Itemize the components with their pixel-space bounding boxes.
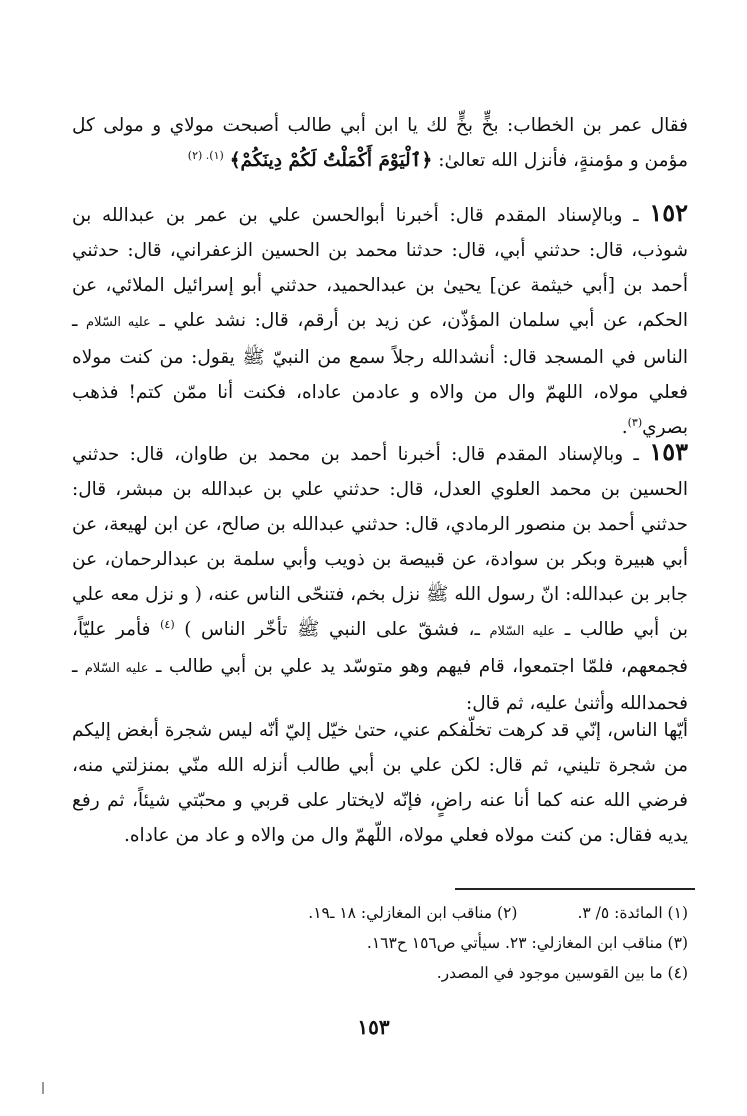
opening-paragraph bbox=[72, 108, 688, 178]
section-text: ـ وبالإسناد المقدم قال: أخبرنا أبوالحسن علي بن عمر بن عبدالله بن شوذب، قال: حدثني أبي، قال: حدثنا محمد بن الحسين الزعفراني، قال: حدثني أحمد بن [أبي خيثمة عن] يحيىٰ بن عبدالحميد، حدثني أبو إسرائيل الملائي، عن الحكم، عن أبي سلمان المؤذّن، عن زيد بن أرقم، قال: نشد علي ـ bbox=[72, 205, 688, 331]
section-number: ١٥٢ bbox=[649, 198, 688, 227]
quran-verse: ﴿ٱلْيَوْمَ أَكْمَلْتُ لَكُمْ دِينَكُمْ﴾ bbox=[229, 150, 433, 171]
section-number: ١٥٣ bbox=[649, 437, 688, 466]
footnote-ref: (٤) bbox=[160, 617, 175, 631]
closing-paragraph bbox=[72, 713, 688, 853]
footnote-refs: (١). (٢) bbox=[187, 148, 224, 162]
honorific: عليه السّلام bbox=[489, 624, 556, 639]
honorific: عليه السّلام bbox=[84, 661, 149, 676]
footnote-ref: (٣) bbox=[627, 415, 643, 429]
footnote-divider bbox=[455, 888, 695, 890]
section-text: ـ وبالإسناد المقدم قال: أخبرنا أحمد بن محمد بن طاوان، قال: حدثني الحسين بن محمد العلوي العدل، قال: حدثني علي بن عبدالله بن مبشر، قال: حدثني أحمد بن منصور الرمادي، قال: حدثني عبدالله بن صالح، عن ابن لهيعة، عن أبي هبيرة وبكر بن سوادة، عن قبيصة بن ذويب وأبي سلمة بن عبدالرحمان، عن جابر بن عبدالله: انّ رسول الله ﷺ نزل بخم، فتنحّى الناس عنه، ( و نزل معه علي بن أبي طالب ـ bbox=[72, 444, 688, 640]
honorific: عليه السّلام bbox=[86, 315, 151, 330]
footnote-1: (١) المائدة: ٥/ ٣. bbox=[577, 904, 688, 922]
section-text-continued-2: فأمر عليّاً، فجمعهم، فلمّا اجتمعوا، قام فيهم وهو متوسّد يد علي بن أبي طالب ـ bbox=[72, 619, 688, 677]
page-number: ١٥٣ bbox=[357, 1015, 390, 1039]
section-text-continued: ـ، فشقّ على النبي ﷺ تأخّر الناس ) bbox=[184, 619, 480, 640]
section-text-continued-3: ـ فحمدالله وأثنىٰ عليه، ثم قال: bbox=[72, 656, 688, 714]
footnote-4: (٤) ما بين القوسين موجود في المصدر. bbox=[436, 964, 688, 982]
scan-mark bbox=[42, 1082, 44, 1094]
paragraph-text: أيّها الناس، إنّي قد كرهت تخلّفكم عني، حتىٰ خيّل إليّ أنّه ليس شجرة أبغض إليكم من شجرة تليني، ثم قال: لكن علي بن أبي طالب أنزله الله منّي بمنزلتي منه، فرضي الله عنه كما أنا عنه راضٍ، فإنّه لايختار على قربي و محبّتي شيئاً، ثم رفع يديه فقال: من كنت مولاه فعلي مولاه، اللّهمّ وال من والاه و عاد من عاداه. bbox=[72, 720, 688, 846]
section-153 bbox=[72, 434, 688, 721]
footnotes bbox=[72, 898, 688, 988]
section-text-continued: ـ الناس في المسجد قال: أنشدالله رجلاً سمع من النبيّ ﷺ يقول: من كنت مولاه فعلي مولاه، اللهمّ وال من والاه و عادمن عاداه، فكنت أنا ممّن كتم! فذهب بصري bbox=[72, 310, 688, 438]
footnote-2: (٢) مناقب ابن المغازلي: ١٨ ـ١٩. bbox=[308, 904, 518, 922]
footnote-3: (٣) مناقب ابن المغازلي: ٢٣. سيأتي ص١٥٦ ح١٦٣. bbox=[366, 934, 688, 952]
section-152: ١٥٢ ـ وبالإسناد المقدم قال: أخبرنا أبوالحسن علي بن عمر بن عبدالله بن شوذب، قال: حدثني أبي، قال: حدثنا محمد بن الحسين الزعفراني، قال: حدثني أحمد بن [أبي خيثمة عن] يحيىٰ بن عبدالحميد، حدثني أبو إسرائيل الملائي، عن الحكم، عن أبي سلمان المؤذّن، عن زيد بن أرقم، قال: نشد علي ـ عليه السّلام ـ الناس في المسجد قال: أنشدالله رجلاً سمع من النبيّ ﷺ يقول: من كنت مولاه فعلي مولاه، اللهمّ وال من والاه و عادمن عاداه، فكنت أنا ممّن كتم! فذهب بصري$^{(٣)}$. bbox=[72, 198, 688, 438]
paragraph-text: فقال عمر بن الخطاب: بخٍّ بخٍّ لك يا ابن أبي طالب أصبحت مولاي و مولى كل مؤمن و مؤمنةٍ، فأنزل الله تعالىٰ: bbox=[72, 115, 688, 171]
